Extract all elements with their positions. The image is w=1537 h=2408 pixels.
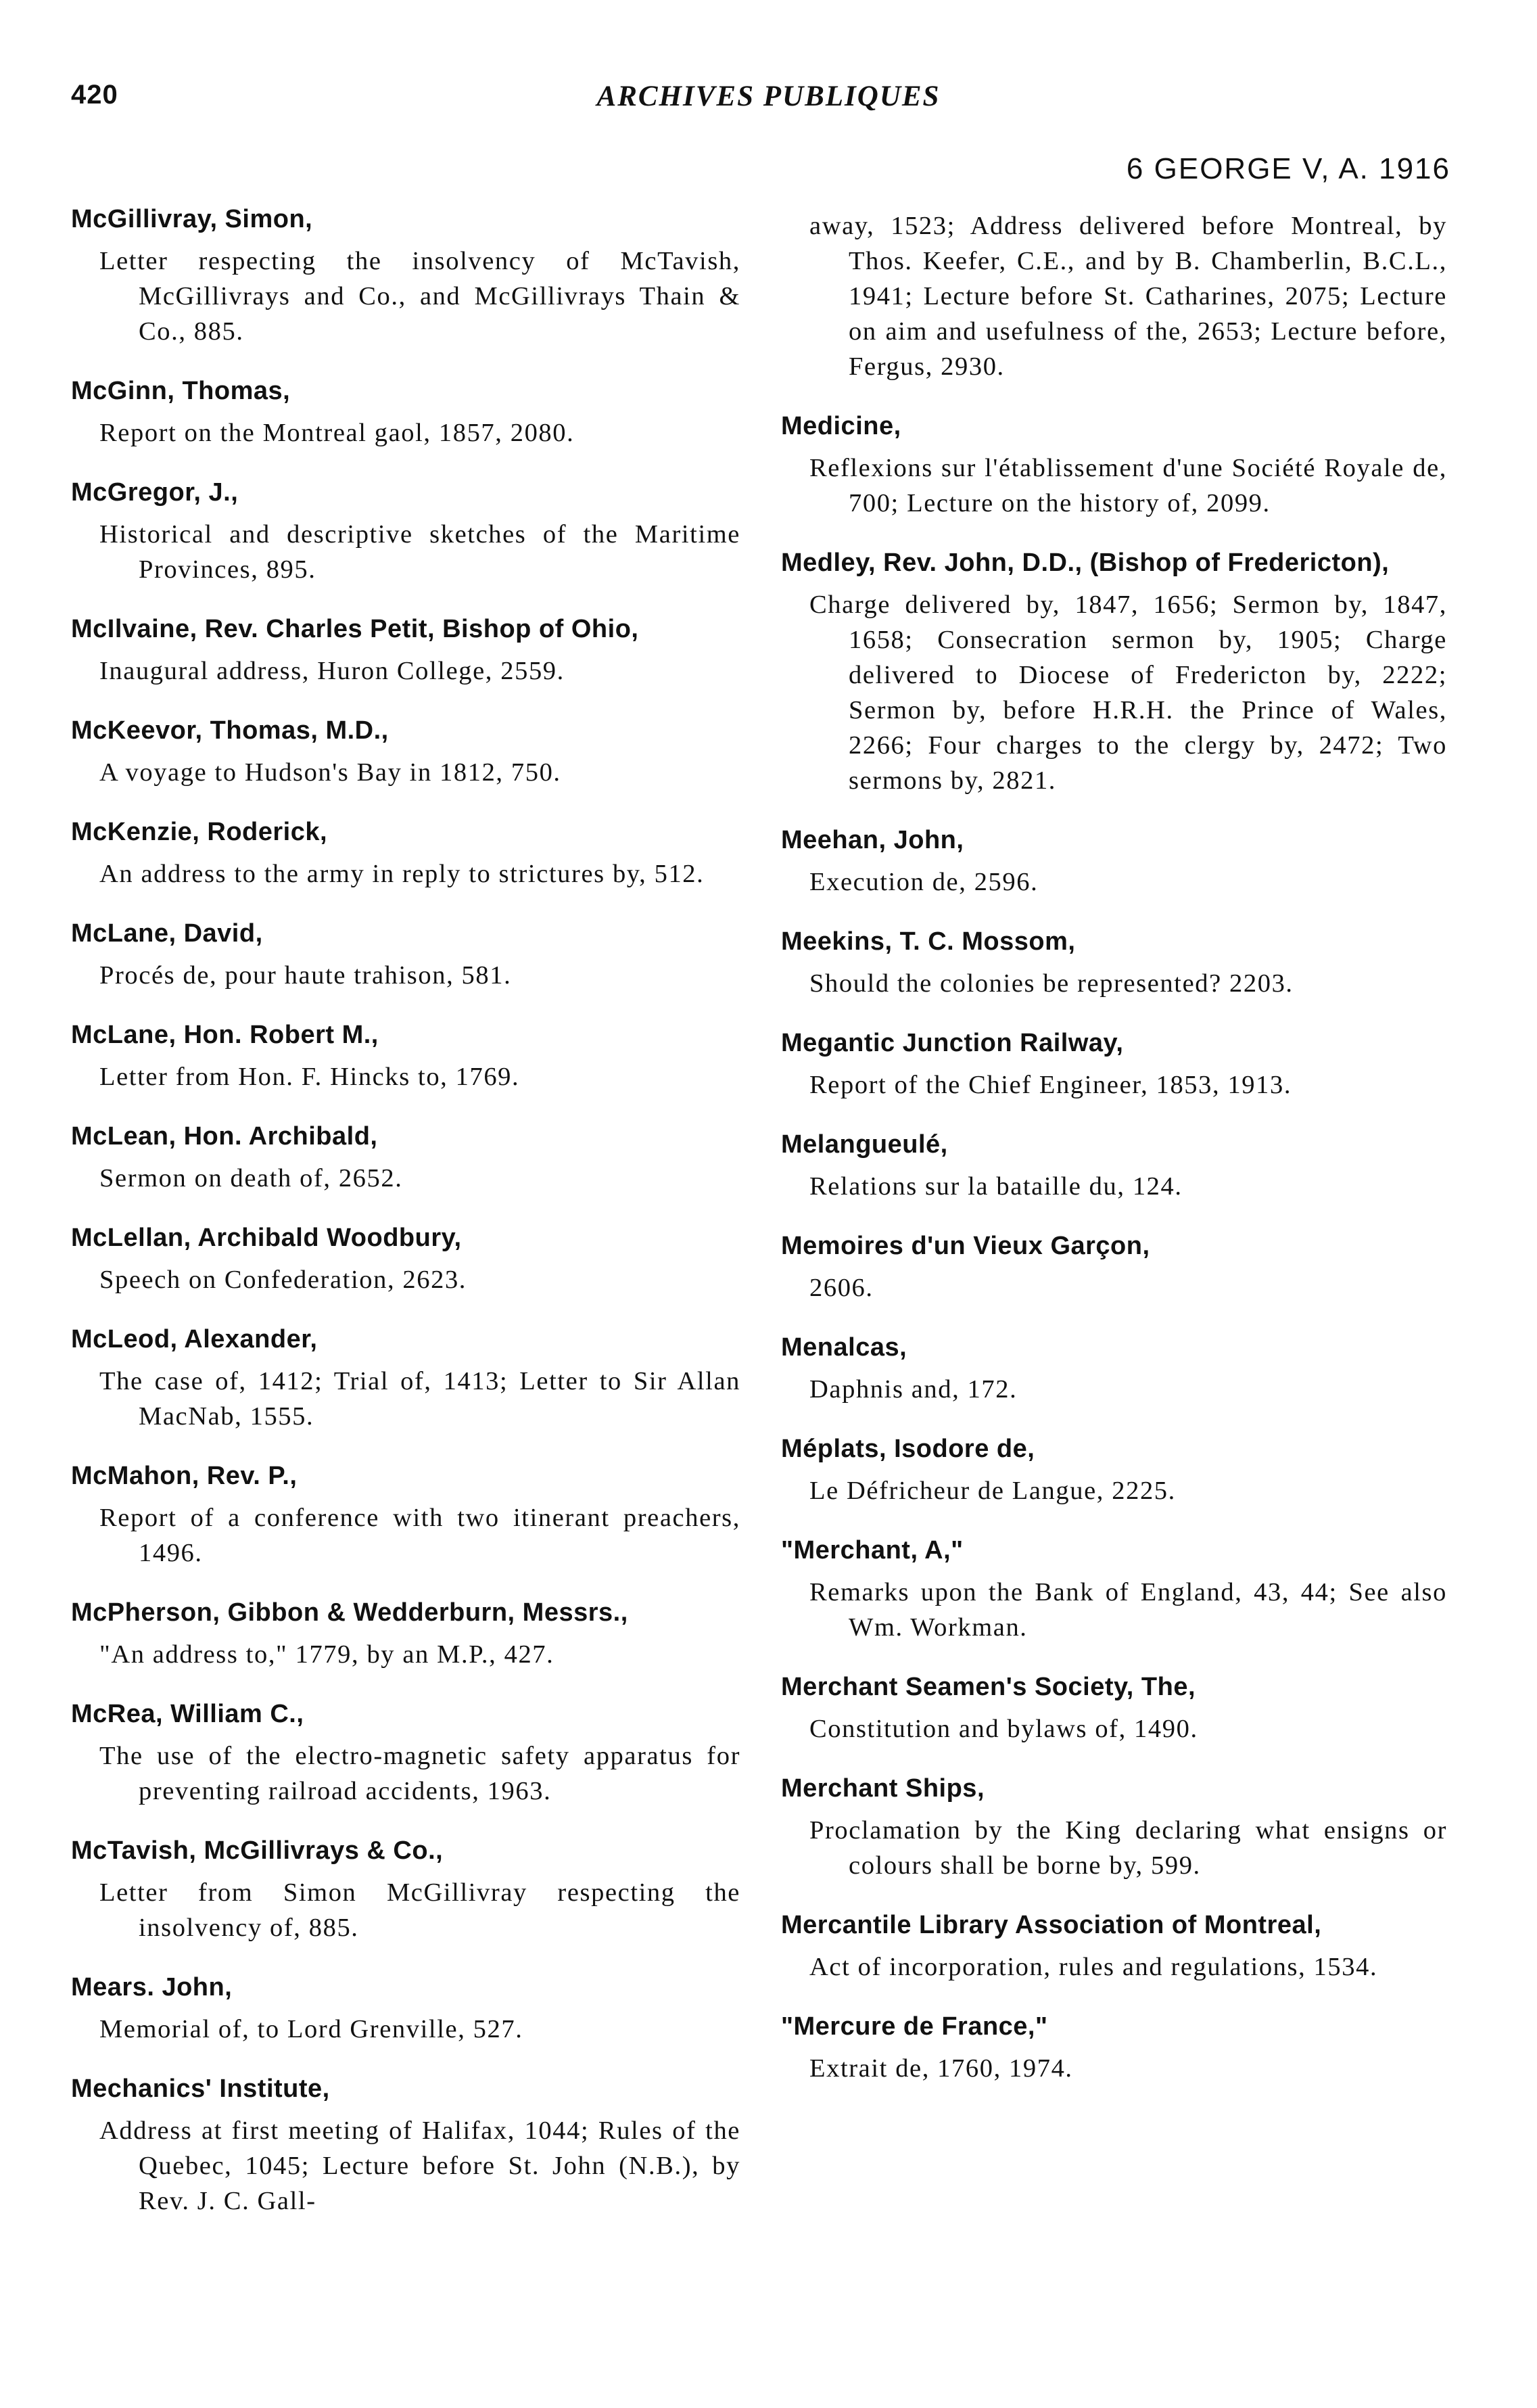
entry-heading: Mears. John, [71,1973,233,2001]
entry-heading: Mercantile Library Association of Montreal, [781,1911,1322,1939]
entry-heading: Méplats, Isodore de, [781,1435,1035,1463]
index-entry [71,1458,740,1571]
entry-text: A voyage to Hudson's Bay in 1812, 750. [99,758,561,787]
entry-text: Inaugural address, Huron College, 2559. [99,657,565,685]
index-entry [71,1322,740,1434]
entry-heading: McGinn, Thomas, [71,377,291,405]
index-entry [781,1669,1447,1746]
entry-heading: Memoires d'un Vieux Garçon, [781,1232,1150,1260]
entry-heading: McIlvaine, Rev. Charles Petit, Bishop of Ohio, [71,615,639,643]
entry-text: Speech on Confederation, 2623. [99,1266,467,1294]
entry-heading: Mechanics' Institute, [71,2075,330,2103]
index-entry [71,1833,740,1945]
index-entry [781,1907,1447,1985]
running-title: ARCHIVES PUBLIQUES [596,80,941,112]
entry-heading: McPherson, Gibbon & Wedderburn, Messrs., [71,1598,628,1627]
entry-text: The use of the electro-magnetic safety apparatus for preventing railroad accidents, 1963. [99,1742,740,1805]
entry-heading: McMahon, Rev. P., [71,1462,298,1490]
entry-heading: McLane, David, [71,919,263,948]
entry-text: Report of the Chief Engineer, 1853, 1913. [809,1071,1292,1099]
left-column [71,202,740,2243]
entry-text: Address at first meeting of Halifax, 1044; Rules of the Quebec, 1045; Lecture before St. John (N.B.), by Rev. J. C. Gall- [99,2116,740,2215]
index-entry [781,1228,1447,1305]
entry-heading: McGregor, J., [71,478,239,507]
entry-text: Act of incorporation, rules and regulations, 1534. [809,1953,1378,1981]
index-entry [71,1696,740,1809]
index-entry [71,713,740,790]
entry-text: Remarks upon the Bank of England, 43, 44; See also Wm. Workman. [809,1578,1447,1642]
entry-heading: McLeod, Alexander, [71,1325,318,1353]
entry-text: Procés de, pour haute trahison, 581. [99,961,512,990]
entry-heading: McTavish, McGillivrays & Co., [71,1836,444,1865]
entry-text: away, 1523; Address delivered before Montreal, by Thos. Keefer, C.E., and by B. Chamberlin, B.C.L., 1941; Lecture before St. Catharines, 2075; Lecture on aim and usefulness of the, 2653; Lecture before, Fergus, 2930. [809,212,1447,381]
entry-heading: Menalcas, [781,1333,907,1362]
entry-text: Charge delivered by, 1847, 1656; Sermon by, 1847, 1658; Consecration sermon by, 1905; Charge delivered to Diocese of Fredericton by, 2222; Sermon by, before H.R.H. the Prince of Wales, 2266; Four charges to the clergy by, 2472; Two sermons by, 2821. [809,591,1447,795]
entry-text: "An address to," 1779, by an M.P., 427. [99,1640,554,1669]
session-label: 6 GEORGE V, A. 1916 [1126,152,1450,185]
entry-text: Letter from Simon McGillivray respecting the insolvency of, 885. [99,1878,740,1942]
right-column-entries [781,409,1447,2086]
entry-text: 2606. [809,1274,874,1302]
index-entry [781,1533,1447,1645]
index-entry [71,2071,740,2219]
entry-heading: "Merchant, A," [781,1536,964,1565]
entry-text: Historical and descriptive sketches of the Maritime Provinces, 895. [99,520,740,584]
index-entry [781,1330,1447,1407]
index-entry [781,2009,1447,2086]
index-entry [781,1127,1447,1204]
entry-text: Letter from Hon. F. Hincks to, 1769. [99,1063,520,1091]
entry-heading: Medicine, [781,412,901,440]
entry-text: Daphnis and, 172. [809,1375,1018,1404]
entry-text: Memorial of, to Lord Grenville, 527. [99,2015,523,2043]
index-entry [781,1771,1447,1883]
index-entry [71,1970,740,2047]
entry-heading: Merchant Seamen's Society, The, [781,1673,1196,1701]
entry-text: Sermon on death of, 2652. [99,1164,403,1193]
right-column [781,208,1447,2110]
index-entry [71,1220,740,1297]
entry-heading: McRea, William C., [71,1700,304,1728]
entry-heading: Meehan, John, [781,826,964,854]
entry-heading: McLane, Hon. Robert M., [71,1021,379,1049]
index-entry [71,475,740,587]
index-entry [781,1431,1447,1508]
index-entry [781,1025,1447,1103]
continuation-entry [781,208,1447,384]
index-entry [71,814,740,892]
entry-heading: Melangueulé, [781,1130,948,1159]
entry-heading: Megantic Junction Railway, [781,1029,1124,1057]
index-entry [71,373,740,450]
entry-heading: "Mercure de France," [781,2012,1048,2041]
entry-heading: Meekins, T. C. Mossom, [781,927,1076,956]
entry-heading: McLean, Hon. Archibald, [71,1122,378,1151]
index-entry [781,545,1447,798]
entry-heading: McKenzie, Roderick, [71,818,328,846]
index-entry [781,924,1447,1001]
entry-text: Reflexions sur l'établissement d'une Société Royale de, 700; Lecture on the history of, 2099. [809,454,1447,517]
page-number: 420 [71,80,118,110]
entry-text: Report of a conference with two itinerant preachers, 1496. [99,1504,740,1567]
entry-text: The case of, 1412; Trial of, 1413; Letter to Sir Allan MacNab, 1555. [99,1367,740,1431]
index-entry [71,611,740,689]
index-entry [71,1017,740,1094]
entry-heading: McLellan, Archibald Woodbury, [71,1224,462,1252]
entry-text: Letter respecting the insolvency of McTavish, McGillivrays and Co., and McGillivrays Thain & Co., 885. [99,247,740,346]
index-entry [71,916,740,993]
entry-text: Le Défricheur de Langue, 2225. [809,1477,1176,1505]
index-entry [781,823,1447,900]
entry-text: An address to the army in reply to strictures by, 512. [99,860,705,888]
index-entry [71,1595,740,1672]
entry-text: Should the colonies be represented? 2203. [809,969,1294,998]
entry-text: Constitution and bylaws of, 1490. [809,1715,1198,1743]
entry-heading: McKeevor, Thomas, M.D., [71,716,389,745]
index-entry [71,202,740,349]
entry-text: Report on the Montreal gaol, 1857, 2080. [99,419,575,447]
entry-text: Extrait de, 1760, 1974. [809,2054,1073,2083]
entry-text: Relations sur la bataille du, 124. [809,1172,1183,1201]
entry-text: Proclamation by the King declaring what ensigns or colours shall be borne by, 599. [809,1816,1447,1880]
entry-heading: Merchant Ships, [781,1774,985,1803]
entry-heading: Medley, Rev. John, D.D., (Bishop of Fredericton), [781,549,1390,577]
index-entry [781,409,1447,521]
index-entry [71,1119,740,1196]
entry-text: Execution de, 2596. [809,868,1039,896]
entry-heading: McGillivray, Simon, [71,205,313,233]
